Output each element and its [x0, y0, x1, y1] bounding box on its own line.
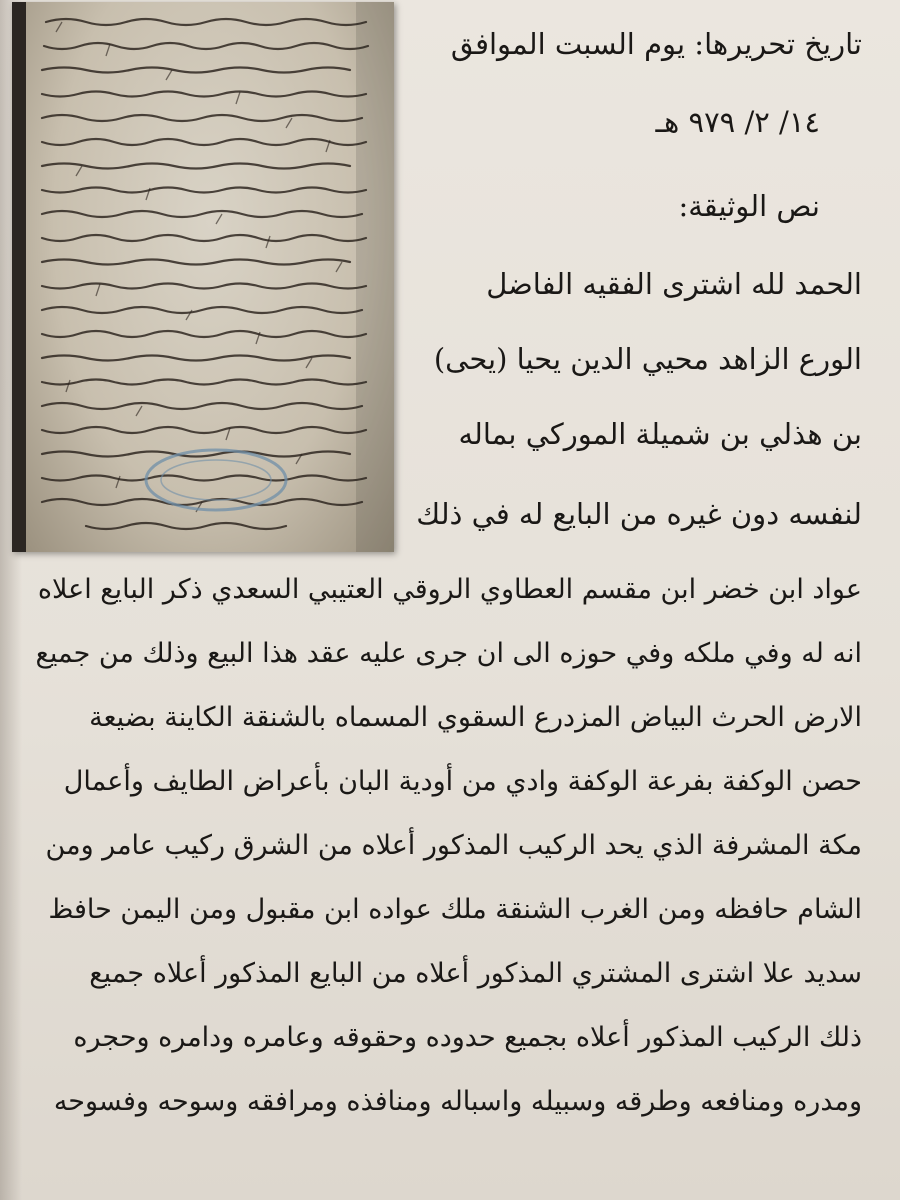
body-line: الارض الحرث البياض المزدرع السقوي المسماه بالشنقة الكاينة بضيعة: [89, 702, 862, 733]
body-line: بن هذلي بن شميلة الموركي بماله: [458, 417, 862, 451]
body-line: حصن الوكفة بفرعة الوكفة وادي من أودية البان بأعراض الطايف وأعمال: [63, 766, 862, 797]
body-line: ذلك الركيب المذكور أعلاه بجميع حدوده وحقوقه وعامره ودامره وحجره: [73, 1022, 862, 1053]
body-line: لنفسه دون غيره من البايع له في ذلك: [416, 497, 862, 531]
date-value: ١٤/ ٢/ ٩٧٩ هـ: [655, 105, 820, 139]
body-line: سديد علا اشترى المشتري المذكور أعلاه من البايع المذكور أعلاه جميع: [89, 958, 862, 989]
date-label: تاريخ تحريرها: يوم السبت الموافق: [450, 27, 862, 61]
body-line: الورع الزاهد محيي الدين يحيا (يحى): [433, 342, 862, 376]
manuscript-handwriting: [26, 2, 394, 552]
document-text-label: نص الوثيقة:: [678, 189, 820, 223]
manuscript-photo: [12, 2, 394, 552]
body-line: الشام حافظه ومن الغرب الشنقة ملك عواده ابن مقبول ومن اليمن حافظ: [48, 894, 862, 925]
body-line: مكة المشرفة الذي يحد الركيب المذكور أعلاه من الشرق ركيب عامر ومن: [45, 830, 862, 861]
body-line: ومدره ومنافعه وطرقه وسبيله واسباله ومنافذه ومرافقه وسوحه وفسوحه: [53, 1086, 862, 1117]
body-line: عواد ابن خضر ابن مقسم العطاوي الروقي العتيبي السعدي ذكر البايع اعلاه: [37, 574, 862, 605]
body-line: الحمد لله اشترى الفقيه الفاضل: [486, 267, 862, 301]
body-line: انه له وفي ملكه وفي حوزه الى ان جرى عليه عقد هذا البيع وذلك من جميع: [35, 638, 862, 669]
